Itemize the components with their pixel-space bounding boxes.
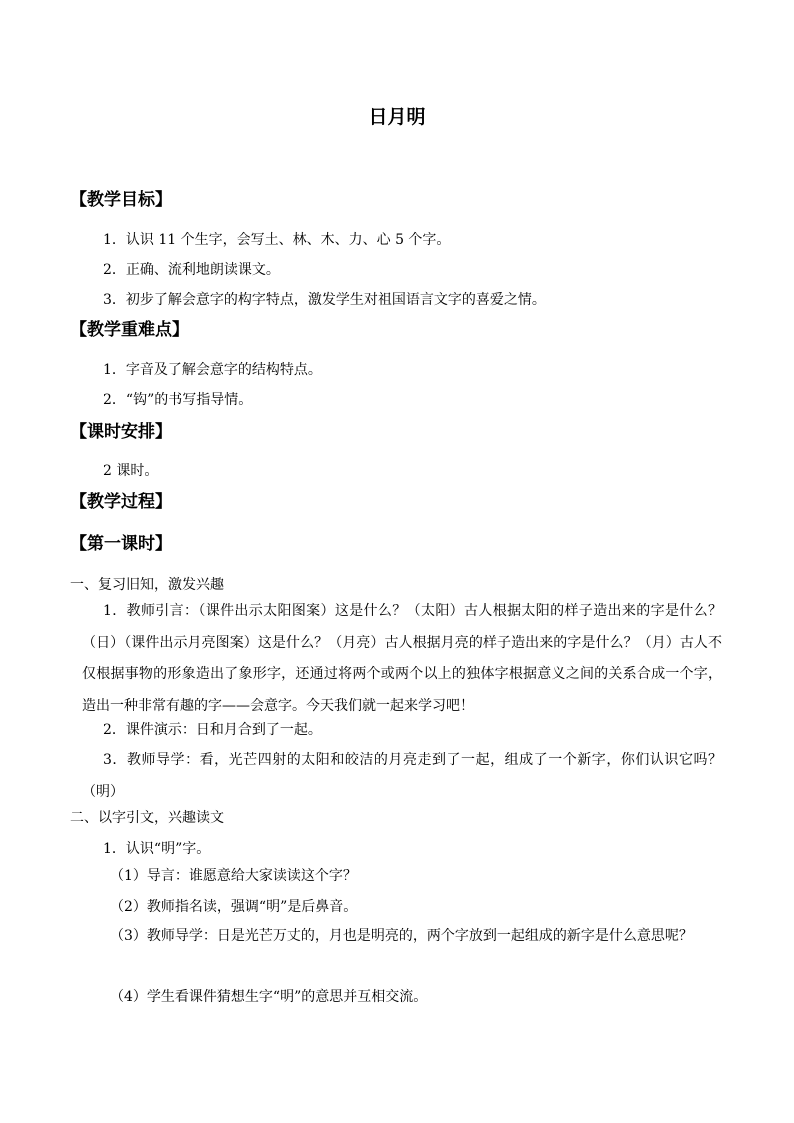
part2-sub-item-paragraph: （3）教师导学：日是光芒万丈的，月也是明亮的，两个字放到一起组成的新字是什么意思呢？ — [110, 928, 693, 944]
part1-item1-paragraph: 1．教师引言：（课件出示太阳图案）这是什么？（太阳）古人根据太阳的样子造出来的字是什么？（日）（课件出示月亮图案）这是什么？（月亮）古人根据月亮的样子造出来的字是什么？（月）古人不仅根据事物的形象造出了象形字，还通过将两个或两个以上的独体字根据意义之间的关系合成一个字，造出一种非常有趣的字——会意字。今天我们就一起来学习吧！ — [82, 603, 722, 714]
goal-item: 3．初步了解会意字的构字特点，激发学生对祖国语言文字的喜爱之情。 — [103, 292, 546, 308]
part1-item3-paragraph: 3．教师导学：看，光芒四射的太阳和皎洁的月亮走到了一起，组成了一个新字，你们认识它吗？（明） — [82, 752, 722, 800]
first-lesson-heading: 【第一课时】 — [70, 534, 172, 554]
part1-item2: 2．课件演示：日和月合到了一起。 — [103, 722, 322, 738]
part1-heading: 一、复习旧知，激发兴趣 — [70, 577, 224, 593]
key-point-item: 1．字音及了解会意字的结构特点。 — [103, 362, 322, 378]
part2-sub-item: （2）教师指名读，强调“明”是后鼻音。 — [110, 899, 358, 915]
schedule-text: 2 课时。 — [103, 463, 159, 479]
schedule-heading: 【课时安排】 — [70, 422, 172, 442]
goal-item: 2．正确、流利地朗读课文。 — [103, 262, 280, 278]
process-heading: 【教学过程】 — [70, 492, 172, 512]
part2-sub-item: （4）学生看课件猜想生字“明”的意思并互相交流。 — [110, 989, 428, 1005]
goals-heading: 【教学目标】 — [70, 190, 172, 210]
part2-sub-item: （1）导言：谁愿意给大家读读这个字？ — [110, 868, 357, 884]
goal-item: 1．认识 11 个生字，会写土、林、木、力、心 5 个字。 — [103, 232, 451, 248]
page-title: 日月明 — [368, 106, 426, 128]
key-point-item: 2．“钩”的书写指导情。 — [103, 392, 253, 408]
part2-item1: 1．认识“明”字。 — [103, 841, 211, 857]
key-points-heading: 【教学重难点】 — [70, 320, 189, 340]
part2-heading: 二、以字引文，兴趣读文 — [70, 810, 224, 826]
